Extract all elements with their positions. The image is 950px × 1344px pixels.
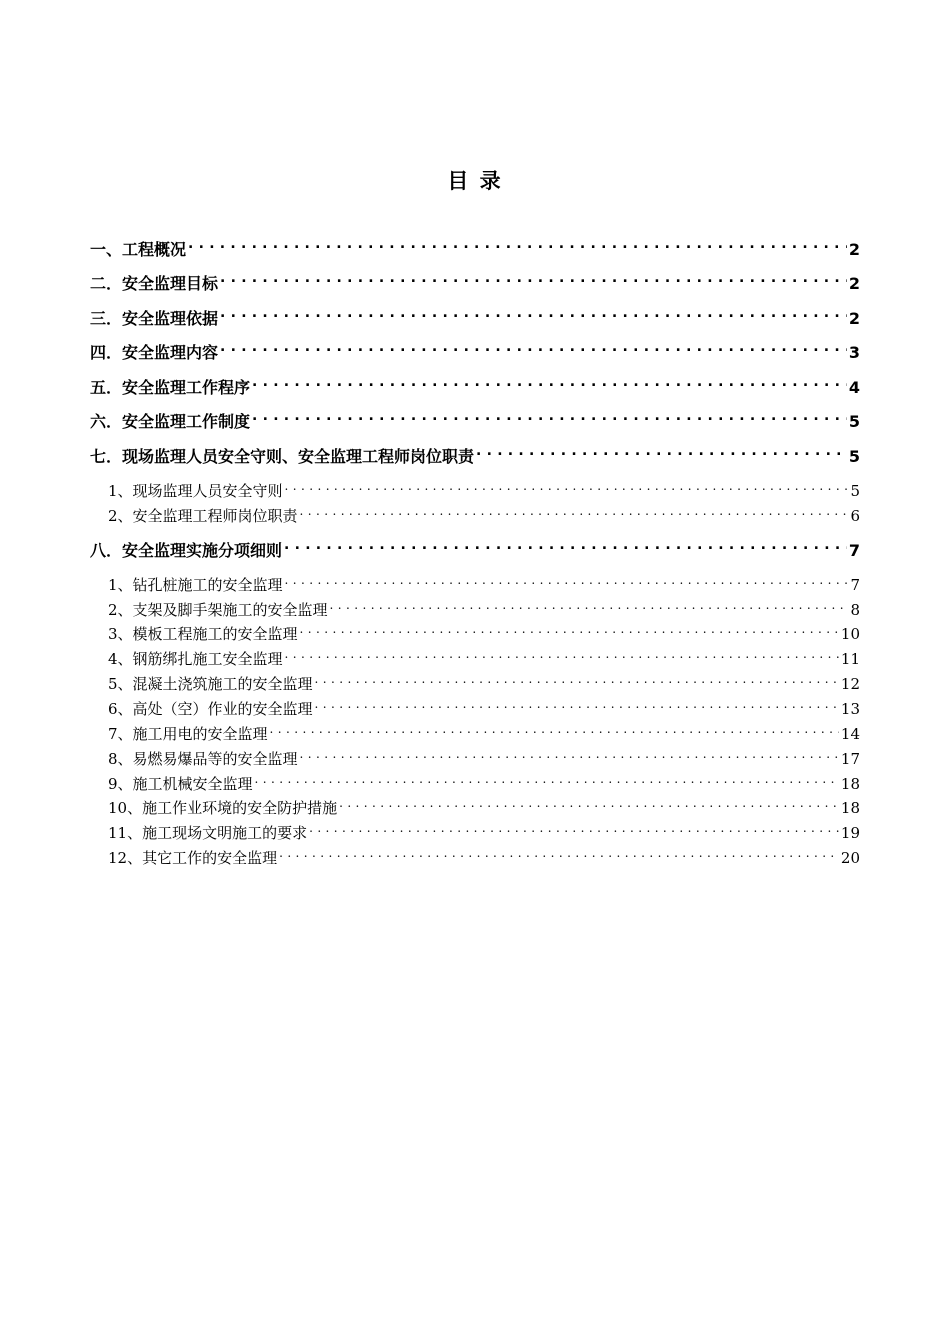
toc-title: 目 录 [447,169,503,193]
toc-entry-subsection[interactable] [108,847,860,869]
toc-entry-section[interactable] [90,307,860,331]
toc-entry-subsection[interactable] [108,480,860,502]
toc-entry-page-number: 17 [840,750,860,768]
toc-entry-subsection[interactable] [108,748,860,770]
toc-dot-leader [220,345,847,361]
toc-dot-leader [300,627,839,642]
toc-entry-page-number: 2 [848,309,860,328]
toc-entry-page-number: 4 [848,378,860,397]
toc-entry-page-number: 20 [840,849,860,867]
toc-dot-leader [279,851,839,866]
toc-dot-leader [330,603,849,618]
toc-dot-leader [300,752,839,767]
toc-entry-page-number: 6 [850,507,860,525]
toc-entry-label: 10、施工作业环境的安全防护措施 [108,799,338,817]
toc-entry-label: 六．安全监理工作制度 [90,412,251,431]
toc-entry-subsection[interactable] [108,723,860,745]
toc-entry-section[interactable] [90,272,860,296]
toc-dot-leader [220,311,847,327]
toc-entry-subsection[interactable] [108,574,860,596]
toc-dot-leader [285,652,839,667]
toc-entry-subsection[interactable] [108,773,860,795]
toc-entry-subsection[interactable] [108,599,860,621]
toc-dot-leader [476,449,847,465]
toc-entry-page-number: 7 [848,541,860,560]
toc-entry-label: 4、钢筋绑扎施工安全监理 [108,650,283,668]
toc-entry-label: 1、钻孔桩施工的安全监理 [108,576,283,594]
toc-entry-label: 七．现场监理人员安全守则、安全监理工程师岗位职责 [90,447,475,466]
toc-dot-leader [255,777,839,792]
toc-entry-page-number: 2 [848,240,860,259]
toc-entry-label: 四．安全监理内容 [90,343,219,362]
toc-dot-leader [285,484,849,499]
toc-dot-leader [270,727,839,742]
toc-entry-subsection[interactable] [108,698,860,720]
toc-entry-label: 11、施工现场文明施工的要求 [108,824,308,842]
toc-entry-subsection[interactable] [108,505,860,527]
toc-entry-label: 1、现场监理人员安全守则 [108,482,283,500]
toc-entry-label: 2、安全监理工程师岗位职责 [108,507,298,525]
toc-entry-section[interactable] [90,341,860,365]
toc-entry-subsection[interactable] [108,797,860,819]
toc-entry-label: 一、工程概况 [90,240,187,259]
toc-entry-label: 八．安全监理实施分项细则 [90,541,283,560]
toc-dot-leader [252,414,847,430]
toc-entry-page-number: 5 [850,482,860,500]
toc-dot-leader [315,677,839,692]
toc-entry-page-number: 8 [850,601,860,619]
toc-entry-label: 2、支架及脚手架施工的安全监理 [108,601,328,619]
toc-entry-section[interactable] [90,238,860,262]
toc-entry-section[interactable] [90,445,860,469]
toc-entry-page-number: 18 [840,799,860,817]
toc-entry-label: 6、高处（空）作业的安全监理 [108,700,313,718]
toc-entry-page-number: 5 [848,447,860,466]
toc-dot-leader [188,242,847,258]
toc-entry-section[interactable] [90,410,860,434]
toc-entry-subsection[interactable] [108,673,860,695]
toc-entry-page-number: 10 [840,625,860,643]
toc-dot-leader [309,826,839,841]
toc-dot-leader [339,801,839,816]
toc-entry-page-number: 5 [848,412,860,431]
toc-dot-leader [315,702,839,717]
toc-entry-page-number: 14 [840,725,860,743]
toc-entry-page-number: 12 [840,675,860,693]
toc-dot-leader [252,380,847,396]
toc-entry-page-number: 13 [840,700,860,718]
toc-entry-page-number: 3 [848,343,860,362]
toc-entry-label: 7、施工用电的安全监理 [108,725,268,743]
toc-entry-label: 9、施工机械安全监理 [108,775,253,793]
toc-entry-label: 五．安全监理工作程序 [90,378,251,397]
toc-entry-label: 二．安全监理目标 [90,274,219,293]
toc-entry-page-number: 7 [850,576,860,594]
toc-entry-label: 8、易燃易爆品等的安全监理 [108,750,298,768]
toc-entry-subsection[interactable] [108,623,860,645]
toc-dot-leader [300,509,849,524]
toc-entry-section[interactable] [90,376,860,400]
toc-entry-subsection[interactable] [108,822,860,844]
toc-entry-page-number: 2 [848,274,860,293]
toc-entry-page-number: 11 [840,650,860,668]
toc-entry-label: 3、模板工程施工的安全监理 [108,625,298,643]
toc-entry-label: 5、混凝土浇筑施工的安全监理 [108,675,313,693]
toc-dot-leader [285,578,849,593]
toc-entry-label: 三．安全监理依据 [90,309,219,328]
toc-dot-leader [284,543,847,559]
toc-entry-label: 12、其它工作的安全监理 [108,849,278,867]
toc-entry-page-number: 18 [840,775,860,793]
toc-entry-section[interactable] [90,539,860,563]
toc-entry-page-number: 19 [840,824,860,842]
toc-dot-leader [220,276,847,292]
toc-entry-subsection[interactable] [108,648,860,670]
